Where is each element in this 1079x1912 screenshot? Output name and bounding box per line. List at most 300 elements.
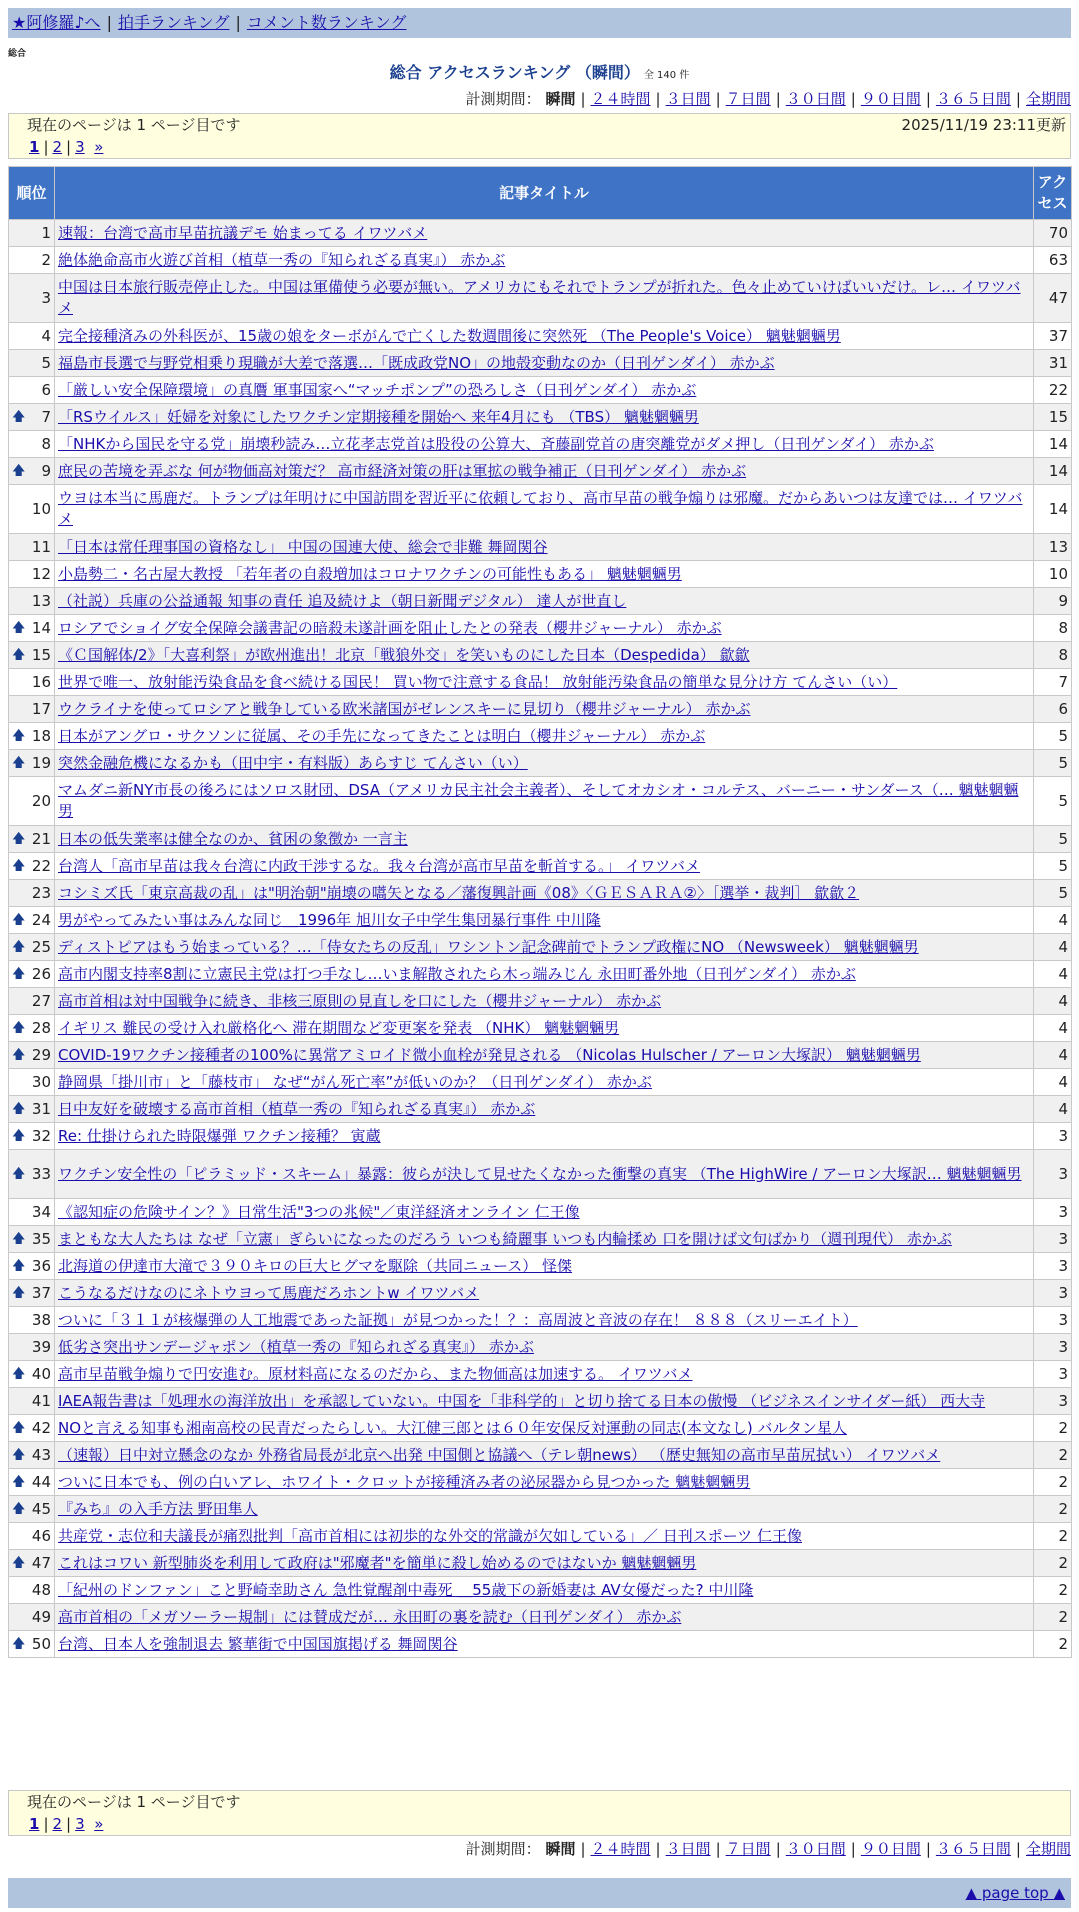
- table-row: [9, 534, 1072, 561]
- rank-number: 43: [31, 1445, 51, 1464]
- period-90d-bottom[interactable]: ９０日間: [860, 1840, 921, 1858]
- access-count: 2: [1034, 1550, 1072, 1577]
- article-link[interactable]: 《Ｃ国解体/2》「大喜利祭」が欧州進出！北京「戦狼外交」を笑いものにした日本（Despedida） 歙歙: [58, 645, 750, 664]
- rank-number: 15: [31, 645, 51, 664]
- title-cell: [55, 907, 1034, 934]
- access-count: 6: [1034, 696, 1072, 723]
- rank-number: 1: [41, 223, 51, 242]
- article-link[interactable]: 日中友好を破壊する高市首相（植草一秀の『知られざる真実』） 赤かぶ: [58, 1099, 536, 1118]
- period-label: 計測期間：: [465, 90, 541, 108]
- article-link[interactable]: 日本がアングロ・サクソンに従属、その手先になってきたことは明白（櫻井ジャーナル） 赤かぶ: [58, 726, 706, 745]
- access-count: 4: [1034, 961, 1072, 988]
- period-365d-bottom[interactable]: ３６５日間: [935, 1840, 1011, 1858]
- rank-number: 50: [31, 1634, 51, 1653]
- table-row: [9, 1042, 1072, 1069]
- arrow-up-icon: 🡅: [12, 1101, 26, 1117]
- rank-number: 11: [31, 537, 51, 556]
- title-cell: [55, 485, 1034, 534]
- period-7d[interactable]: ７日間: [725, 90, 771, 108]
- rank-cell: [9, 669, 55, 696]
- access-count: 5: [1034, 853, 1072, 880]
- access-count: 5: [1034, 826, 1072, 853]
- nav-link-comment-ranking[interactable]: コメント数ランキング: [246, 13, 407, 32]
- title-cell: [55, 1253, 1034, 1280]
- rank-cell: [9, 485, 55, 534]
- arrow-up-icon: 🡅: [12, 966, 26, 982]
- article-link[interactable]: 「NHKから国民を守る党」崩壊秒読み…立花孝志党首は股役の公算大、斉藤副党首の唐突離党がダメ押し（日刊ゲンダイ） 赤かぶ: [58, 434, 934, 453]
- table-row: [9, 1550, 1072, 1577]
- article-link[interactable]: ウヨは本当に馬鹿だ。トランプは年明けに中国訪問を習近平に依頼しており、高市早苗の戦争煽りは邪魔。だからあいつは友達では… イワツバメ: [58, 489, 1023, 528]
- rank-cell: [9, 1253, 55, 1280]
- rank-cell: [9, 961, 55, 988]
- title-cell: [55, 1123, 1034, 1150]
- article-link[interactable]: 絶体絶命高市火遊び首相（植草一秀の『知られざる真実』） 赤かぶ: [58, 250, 506, 269]
- rank-number: 27: [31, 991, 51, 1010]
- rank-cell: [9, 642, 55, 669]
- table-row: [9, 961, 1072, 988]
- rank-number: 30: [31, 1072, 51, 1091]
- table-row: [9, 404, 1072, 431]
- table-row: [9, 323, 1072, 350]
- article-link[interactable]: 高市首相は対中国戦争に続き、非核三原則の見直しを口にした（櫻井ジャーナル） 赤かぶ: [58, 991, 662, 1010]
- table-row: [9, 723, 1072, 750]
- access-count: 47: [1034, 274, 1072, 323]
- rank-number: 32: [31, 1126, 51, 1145]
- table-row: [9, 988, 1072, 1015]
- title-cell: [55, 431, 1034, 458]
- access-count: 4: [1034, 1096, 1072, 1123]
- table-row: [9, 561, 1072, 588]
- rank-number: 39: [31, 1337, 51, 1356]
- table-row: [9, 907, 1072, 934]
- table-row: [9, 1442, 1072, 1469]
- page-top-link[interactable]: ▲ page top ▲: [965, 1884, 1065, 1902]
- rank-number: 24: [31, 910, 51, 929]
- article-link[interactable]: IAEA報告書は「処理水の海洋放出」を承認していない。中国を「非科学的」と切り捨てる日本の傲慢 （ビジネスインサイダー紙） 西大寺: [58, 1391, 986, 1410]
- rank-number: 33: [31, 1164, 51, 1183]
- table-row: [9, 1361, 1072, 1388]
- title-cell: [55, 934, 1034, 961]
- table-row: [9, 777, 1072, 826]
- article-link[interactable]: 突然金融危機になるかも（田中宇・有料版）あらすじ てんさい（い）: [58, 753, 528, 772]
- article-link[interactable]: 北海道の伊達市大滝で３９０キロの巨大ヒグマを駆除（共同ニュース） 怪傑: [58, 1256, 573, 1275]
- page-info-bottom: [8, 1790, 1071, 1836]
- arrow-up-icon: 🡅: [12, 620, 26, 636]
- article-link[interactable]: 高市早苗戦争煽りで円安進む。原材料高になるのだから、また物価高は加速する。 イワツバメ: [58, 1364, 693, 1383]
- access-count: 3: [1034, 1253, 1072, 1280]
- title-cell: [55, 274, 1034, 323]
- article-link[interactable]: COVID-19ワクチン接種者の100%に異常アミロイド微小血栓が発見される （Nicolas Hulscher / アーロン大塚訳） 魑魅魍魎男: [58, 1045, 921, 1064]
- article-link[interactable]: 「厳しい安全保障環境」の真贋 軍事国家へ“マッチポンプ”の恐ろしさ（日刊ゲンダイ） 赤かぶ: [58, 380, 697, 399]
- rank-cell: [9, 350, 55, 377]
- table-row: [9, 458, 1072, 485]
- table-row: [9, 350, 1072, 377]
- article-link[interactable]: NOと言える知事も湘南高校の民青だったらしい。大江健三郎とは６０年安保反対運動の同志(本文なし) バルタン星人: [58, 1418, 847, 1437]
- rank-number: 29: [31, 1045, 51, 1064]
- ranking-table: [8, 166, 1072, 1658]
- section-tag: 総合: [8, 49, 27, 59]
- rank-number: 31: [31, 1099, 51, 1118]
- access-count: 2: [1034, 1442, 1072, 1469]
- rank-cell: [9, 1334, 55, 1361]
- rank-cell: [9, 1604, 55, 1631]
- arrow-up-icon: 🡅: [12, 1366, 26, 1382]
- rank-number: 10: [31, 499, 51, 518]
- access-count: 4: [1034, 988, 1072, 1015]
- table-row: [9, 1334, 1072, 1361]
- title-cell: [55, 1015, 1034, 1042]
- period-24h[interactable]: ２４時間: [590, 90, 651, 108]
- article-link[interactable]: 男がやってみたい事はみんな同じ＿1996年 旭川女子中学生集団暴行事件 中川隆: [58, 910, 601, 929]
- period-current: 瞬間: [545, 90, 576, 108]
- arrow-up-icon: 🡅: [12, 1231, 26, 1247]
- page-link-2-bottom[interactable]: 2: [52, 1815, 63, 1833]
- rank-cell: [9, 1388, 55, 1415]
- rank-number: 4: [41, 326, 51, 345]
- rank-number: 42: [31, 1418, 51, 1437]
- title-cell: [55, 750, 1034, 777]
- ranking-body: [9, 220, 1072, 1658]
- article-link[interactable]: 「紀州のドンファン」こと野崎幸助さん 急性覚醒剤中毒死 ＿55歳下の新婚妻は AV女優だった? 中川隆: [58, 1580, 754, 1599]
- article-link[interactable]: 日本の低失業率は健全なのか、貧困の象徴か 一言主: [58, 829, 408, 848]
- total-count: 全 140 件: [643, 70, 690, 81]
- access-count: 70: [1034, 220, 1072, 247]
- page-link-1[interactable]: 1: [29, 138, 40, 156]
- page-link-2[interactable]: 2: [52, 138, 63, 156]
- rank-number: 44: [31, 1472, 51, 1491]
- arrow-up-icon: 🡅: [12, 409, 26, 425]
- table-row: [9, 1123, 1072, 1150]
- period-all[interactable]: 全期間: [1025, 90, 1071, 108]
- article-link[interactable]: 共産党・志位和夫議長が痛烈批判「高市首相には初歩的な外交的常識が欠如している」／ 日刊スポーツ 仁王像: [58, 1526, 802, 1545]
- period-24h-bottom[interactable]: ２４時間: [590, 1840, 651, 1858]
- title-cell: [55, 458, 1034, 485]
- article-link[interactable]: 庶民の苦境を弄ぶな 何が物価高対策だ？ 高市経済対策の肝は軍拡の戦争補正（日刊ゲンダイ） 赤かぶ: [58, 461, 747, 480]
- table-row: [9, 1226, 1072, 1253]
- rank-number: 18: [31, 726, 51, 745]
- rank-cell: [9, 750, 55, 777]
- title-cell: [55, 377, 1034, 404]
- table-row: [9, 1015, 1072, 1042]
- rank-cell: [9, 1415, 55, 1442]
- rank-number: 5: [41, 353, 51, 372]
- page-title: [0, 62, 1079, 87]
- rank-number: 2: [41, 250, 51, 269]
- title-cell: [55, 1150, 1034, 1199]
- current-page-text-bottom: 現在のページは 1 ページ目です: [27, 1793, 241, 1811]
- rank-number: 40: [31, 1364, 51, 1383]
- table-row: [9, 642, 1072, 669]
- period-3d-bottom[interactable]: ３日間: [665, 1840, 711, 1858]
- arrow-up-icon: 🡅: [12, 463, 26, 479]
- rank-number: 23: [31, 883, 51, 902]
- article-link[interactable]: ロシアでショイグ安全保障会議書記の暗殺未遂計画を阻止したとの発表（櫻井ジャーナル） 赤かぶ: [58, 618, 722, 637]
- period-30d-bottom[interactable]: ３０日間: [785, 1840, 846, 1858]
- rank-cell: [9, 1469, 55, 1496]
- arrow-up-icon: 🡅: [12, 1047, 26, 1063]
- access-count: 37: [1034, 323, 1072, 350]
- article-link[interactable]: 「日本は常任理事国の資格なし」 中国の国連大使、総会で非難 舞岡関谷: [58, 537, 548, 556]
- table-row: [9, 1415, 1072, 1442]
- rank-cell: [9, 247, 55, 274]
- table-row: [9, 826, 1072, 853]
- article-link[interactable]: 小島勢二・名古屋大教授 「若年者の自殺増加はコロナワクチンの可能性もある」 魑魅魍魎男: [58, 564, 682, 583]
- access-count: 5: [1034, 880, 1072, 907]
- access-count: 14: [1034, 485, 1072, 534]
- rank-number: 49: [31, 1607, 51, 1626]
- title-cell: [55, 323, 1034, 350]
- period-all-bottom[interactable]: 全期間: [1025, 1840, 1071, 1858]
- article-link[interactable]: まともな大人たちは なぜ「立憲」ぎらいになったのだろう いつも綺麗事 いつも内輪揉め 口を開けば文句ばかり（週刊現代） 赤かぶ: [58, 1229, 952, 1248]
- rank-cell: [9, 853, 55, 880]
- arrow-up-icon: 🡅: [12, 1128, 26, 1144]
- access-count: 13: [1034, 534, 1072, 561]
- title-cell: [55, 1631, 1034, 1658]
- rank-cell: [9, 1199, 55, 1226]
- rank-number: 47: [31, 1553, 51, 1572]
- access-count: 8: [1034, 642, 1072, 669]
- access-count: 4: [1034, 1042, 1072, 1069]
- access-count: 2: [1034, 1496, 1072, 1523]
- rank-cell: [9, 1096, 55, 1123]
- nav-link-asyura[interactable]: ★阿修羅♪へ: [12, 13, 101, 32]
- title-cell: [55, 615, 1034, 642]
- page-info-top: [8, 113, 1071, 159]
- title-cell: [55, 826, 1034, 853]
- rank-cell: [9, 404, 55, 431]
- table-row: [9, 1253, 1072, 1280]
- rank-cell: [9, 1015, 55, 1042]
- period-365d[interactable]: ３６５日間: [935, 90, 1011, 108]
- table-row: [9, 1150, 1072, 1199]
- page-link-1-bottom[interactable]: 1: [29, 1815, 40, 1833]
- rank-number: 22: [31, 856, 51, 875]
- access-count: 3: [1034, 1334, 1072, 1361]
- rank-cell: [9, 1307, 55, 1334]
- arrow-up-icon: 🡅: [12, 755, 26, 771]
- arrow-up-icon: 🡅: [12, 1420, 26, 1436]
- arrow-up-icon: 🡅: [12, 1020, 26, 1036]
- access-count: 2: [1034, 1604, 1072, 1631]
- rank-number: 20: [31, 791, 51, 810]
- rank-number: 41: [31, 1391, 51, 1410]
- rank-cell: [9, 1123, 55, 1150]
- table-row: [9, 1307, 1072, 1334]
- rank-cell: [9, 274, 55, 323]
- article-link[interactable]: ウクライナを使ってロシアと戦争している欧米諸国がゼレンスキーに見切り（櫻井ジャーナル） 赤かぶ: [58, 699, 751, 718]
- access-count: 14: [1034, 431, 1072, 458]
- article-link[interactable]: 台湾人「高市早苗は我々台湾に内政干渉するな。我々台湾が高市早苗を斬首する。」 イワツバメ: [58, 856, 700, 875]
- title-cell: [55, 1442, 1034, 1469]
- page-link-3[interactable]: 3: [75, 138, 85, 156]
- rank-number: 9: [41, 461, 51, 480]
- current-page-text: 現在のページは 1 ページ目です: [27, 116, 241, 134]
- article-link[interactable]: コシミズ氏「東京高裁の乱」は"明治朝"崩壊の嚆矢となる／藩復興計画《08》〈ＧＥＳＡＲＡ②〉［選挙・裁判］ 歙歙２: [58, 883, 860, 902]
- title-cell: [55, 1096, 1034, 1123]
- title-cell: [55, 1226, 1034, 1253]
- table-row: [9, 1096, 1072, 1123]
- table-row: [9, 853, 1072, 880]
- footer-bar: [8, 1878, 1071, 1908]
- title-cell: [55, 1469, 1034, 1496]
- page-link-3-bottom[interactable]: 3: [75, 1815, 85, 1833]
- arrow-up-icon: 🡅: [12, 1447, 26, 1463]
- column-header-rank: 順位: [9, 167, 55, 220]
- title-cell: [55, 1361, 1034, 1388]
- arrow-up-icon: 🡅: [12, 1285, 26, 1301]
- rank-cell: [9, 1496, 55, 1523]
- table-row: [9, 377, 1072, 404]
- title-cell: [55, 853, 1034, 880]
- table-row: [9, 485, 1072, 534]
- column-header-title: 記事タイトル: [55, 167, 1034, 220]
- article-link[interactable]: 『みち』の入手方法 野田隼人: [58, 1499, 258, 1518]
- rank-number: 3: [41, 288, 51, 307]
- table-row: [9, 1388, 1072, 1415]
- rank-cell: [9, 1042, 55, 1069]
- access-count: 3: [1034, 1307, 1072, 1334]
- rank-cell: [9, 826, 55, 853]
- article-link[interactable]: 高市内閣支持率8割に立憲民主党は打つ手なし…いま解散されたら木っ端みじん 永田町番外地（日刊ゲンダイ） 赤かぶ: [58, 964, 856, 983]
- title-cell: [55, 404, 1034, 431]
- title-cell: [55, 669, 1034, 696]
- pagination: 1 | 2 | 3 »: [29, 138, 104, 156]
- article-link[interactable]: ついに「３１１が核爆弾の人工地震であった証拠」が見つかった！？：高周波と音波の存在！ ８８８（スリーエイト）: [58, 1310, 858, 1329]
- table-row: [9, 274, 1072, 323]
- period-selector-bottom: 計測期間： 瞬間 | ２４時間 | ３日間 | ７日間 | ３０日間 | ９０日間 | ３６５日間 | 全期間: [465, 1840, 1071, 1858]
- period-30d[interactable]: ３０日間: [785, 90, 846, 108]
- article-link[interactable]: （速報）日中対立懸念のなか 外務省局長が北京へ出発 中国側と協議へ（テレ朝news） （歴史無知の高市早苗尻拭い） イワツバメ: [58, 1445, 941, 1464]
- article-link[interactable]: 静岡県「掛川市」と「藤枝市」 なぜ“がん死亡率”が低いのか？（日刊ゲンダイ） 赤かぶ: [58, 1072, 652, 1091]
- access-count: 31: [1034, 350, 1072, 377]
- rank-number: 6: [41, 380, 51, 399]
- access-count: 4: [1034, 907, 1072, 934]
- period-current-bottom: 瞬間: [545, 1840, 576, 1858]
- page-next-link[interactable]: »: [94, 138, 104, 156]
- access-count: 3: [1034, 1226, 1072, 1253]
- arrow-up-icon: 🡅: [12, 728, 26, 744]
- article-link[interactable]: 世界で唯一、放射能汚染食品を食べ続ける国民！ 買い物で注意する食品！ 放射能汚染食品の簡単な見分け方 てんさい（い）: [58, 672, 898, 691]
- access-count: 3: [1034, 1280, 1072, 1307]
- arrow-up-icon: 🡅: [12, 939, 26, 955]
- rank-number: 19: [31, 753, 51, 772]
- rank-cell: [9, 323, 55, 350]
- table-row: [9, 1199, 1072, 1226]
- title-cell: [55, 1069, 1034, 1096]
- period-7d-bottom[interactable]: ７日間: [725, 1840, 771, 1858]
- table-row: [9, 431, 1072, 458]
- title-cell: [55, 642, 1034, 669]
- article-link[interactable]: マムダニ新NY市長の後ろにはソロス財団、DSA（アメリカ民主社会主義者）、そしてオカシオ・コルテス、バーニー・サンダース（… 魑魅魍魎男: [58, 781, 1019, 820]
- article-link[interactable]: （社説）兵庫の公益通報 知事の責任 追及続けよ（朝日新聞デジタル） 達人が世直し: [58, 591, 627, 610]
- access-count: 2: [1034, 1415, 1072, 1442]
- rank-number: 26: [31, 964, 51, 983]
- article-link[interactable]: Re: 仕掛けられた時限爆弾 ワクチン接種？ 寅蔵: [58, 1126, 381, 1145]
- pagination-bottom: 1 | 2 | 3 »: [29, 1815, 104, 1833]
- title-cell: [55, 561, 1034, 588]
- access-count: 10: [1034, 561, 1072, 588]
- rank-cell: [9, 561, 55, 588]
- top-nav: ★阿修羅♪へ | 拍手ランキング | コメント数ランキング: [8, 8, 1071, 38]
- title-cell: [55, 1550, 1034, 1577]
- access-count: 3: [1034, 1123, 1072, 1150]
- table-row: [9, 1604, 1072, 1631]
- title-cell: [55, 247, 1034, 274]
- access-count: 5: [1034, 723, 1072, 750]
- rank-number: 8: [41, 434, 51, 453]
- access-count: 8: [1034, 615, 1072, 642]
- rank-cell: [9, 377, 55, 404]
- table-row: [9, 220, 1072, 247]
- article-link[interactable]: これはコワい 新型肺炎を利用して政府は"邪魔者"を簡単に殺し始めるのではないか 魑魅魍魎男: [58, 1553, 697, 1572]
- rank-cell: [9, 588, 55, 615]
- rank-number: 21: [31, 829, 51, 848]
- article-link[interactable]: 高市首相の「メガソーラー規制」には賛成だが… 永田町の裏を読む（日刊ゲンダイ） 赤かぶ: [58, 1607, 682, 1626]
- rank-number: 48: [31, 1580, 51, 1599]
- rank-cell: [9, 1150, 55, 1199]
- rank-cell: [9, 988, 55, 1015]
- period-3d[interactable]: ３日間: [665, 90, 711, 108]
- title-cell: [55, 1523, 1034, 1550]
- page-next-link-bottom[interactable]: »: [94, 1815, 104, 1833]
- rank-cell: [9, 1442, 55, 1469]
- rank-cell: [9, 723, 55, 750]
- article-link[interactable]: イギリス 難民の受け入れ厳格化へ 滞在期間など変更案を発表 （NHK） 魑魅魍魎男: [58, 1018, 620, 1037]
- title-cell: [55, 534, 1034, 561]
- rank-cell: [9, 934, 55, 961]
- article-link[interactable]: 低劣さ突出サンデージャポン（植草一秀の『知られざる真実』） 赤かぶ: [58, 1337, 534, 1356]
- rank-number: 14: [31, 618, 51, 637]
- article-link[interactable]: 台湾、日本人を強制退去 繁華街で中国国旗掲げる 舞岡関谷: [58, 1634, 458, 1653]
- article-link[interactable]: 《認知症の危険サイン？》日常生活"3つの兆候"／東洋経済オンライン 仁王像: [58, 1202, 580, 1221]
- article-link[interactable]: 完全接種済みの外科医が、15歳の娘をターボがんで亡くした数週間後に突然死 （The People's Voice） 魑魅魍魎男: [58, 326, 841, 345]
- table-row: [9, 880, 1072, 907]
- arrow-up-icon: 🡅: [12, 647, 26, 663]
- access-count: 2: [1034, 1469, 1072, 1496]
- access-count: 3: [1034, 1388, 1072, 1415]
- article-link[interactable]: ワクチン安全性の「ピラミッド・スキーム」暴露：彼らが決して見せたくなかった衝撃の真実 （The HighWire / アーロン大塚訳… 魑魅魍魎男: [58, 1164, 1022, 1183]
- rank-number: 37: [31, 1283, 51, 1302]
- title-cell: [55, 1577, 1034, 1604]
- article-link[interactable]: 速報：台湾で高市早苗抗議デモ 始まってる イワツバメ: [58, 223, 428, 242]
- table-row: [9, 696, 1072, 723]
- rank-cell: [9, 907, 55, 934]
- article-link[interactable]: ついに日本でも、例の白いアレ、ホワイト・クロットが接種済み者の泌尿器から見つかった 魑魅魍魎男: [58, 1472, 751, 1491]
- updated-timestamp: 2025/11/19 23:11更新: [901, 116, 1066, 134]
- arrow-up-icon: 🡅: [12, 858, 26, 874]
- period-90d[interactable]: ９０日間: [860, 90, 921, 108]
- title-cell: [55, 1496, 1034, 1523]
- rank-cell: [9, 1577, 55, 1604]
- article-link[interactable]: 「RSウイルス」妊婦を対象にしたワクチン定期接種を開始へ 来年4月にも （TBS） 魑魅魍魎男: [58, 407, 699, 426]
- rank-number: 16: [31, 672, 51, 691]
- nav-link-clap-ranking[interactable]: 拍手ランキング: [117, 13, 230, 32]
- article-link[interactable]: こうなるだけなのにネトウヨって馬鹿だろホントw イワツバメ: [58, 1283, 480, 1302]
- access-count: 9: [1034, 588, 1072, 615]
- table-row: [9, 1577, 1072, 1604]
- access-count: 3: [1034, 1361, 1072, 1388]
- rank-cell: [9, 777, 55, 826]
- page-title-text: 総合 アクセスランキング （瞬間）: [389, 63, 640, 82]
- rank-cell: [9, 696, 55, 723]
- article-link[interactable]: 福島市長選で与野党相乗り現職が大差で落選…「既成政党NO」の地殻変動なのか（日刊ゲンダイ） 赤かぶ: [58, 353, 775, 372]
- article-link[interactable]: ディストピアはもう始まっている？…「侍女たちの反乱」ワシントン記念碑前でトランプ政権にNO （Newsweek） 魑魅魍魎男: [58, 937, 919, 956]
- title-cell: [55, 1388, 1034, 1415]
- period-selector-top: 計測期間： 瞬間 | ２４時間 | ３日間 | ７日間 | ３０日間 | ９０日間 | ３６５日間 | 全期間: [465, 90, 1071, 108]
- article-link[interactable]: 中国は日本旅行販売停止した。中国は軍備使う必要が無い。アメリカにもそれでトランプが折れた。色々止めていけばいいだけ。レ… イワツバメ: [58, 278, 1021, 317]
- table-row: [9, 934, 1072, 961]
- access-count: 5: [1034, 750, 1072, 777]
